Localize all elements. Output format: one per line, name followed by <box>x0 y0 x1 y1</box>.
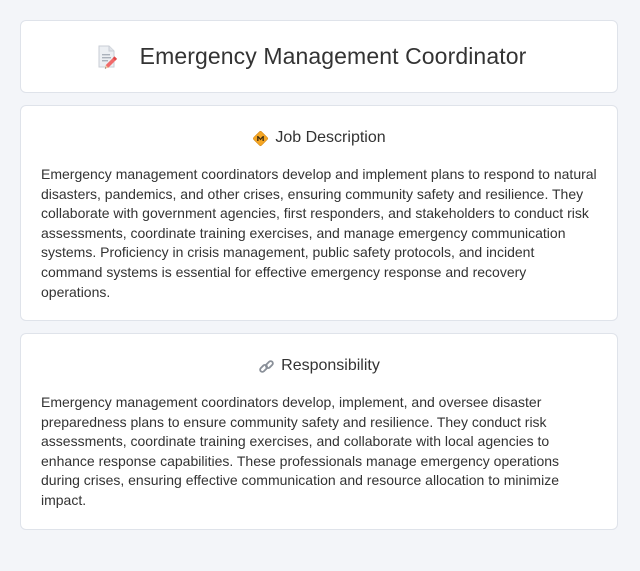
job-description-text: Emergency management coordinators develop and implement plans to respond to natural disasters, pandemics, and other crises, ensuring community safety and resilience. They collaborate with government agencies, first responders, and stakeholders to conduct risk assessments, coordinate training exercises, and manage emergency communication systems. Proficiency in crisis management, public safety protocols, and incident command systems is essential for effective emergency response and recovery operations. <box>41 166 597 300</box>
responsibility-card <box>20 333 618 530</box>
responsibility-text: Emergency management coordinators develop, implement, and oversee disaster preparedness plans to ensure community safety and resilience. They conduct risk assessments, coordinate training exercises, and collaborate with local agencies to enhance response capabilities. These professionals manage emergency operations during crises, ensuring effective communication and resource allocation to minimize impact. <box>41 394 560 508</box>
job-description-header <box>41 128 597 148</box>
job-description-title: Job Description <box>275 129 386 146</box>
warning-sign-icon <box>252 130 269 147</box>
link-icon <box>258 358 275 375</box>
document-pencil-icon <box>94 44 120 70</box>
responsibility-header <box>41 356 597 376</box>
title-card <box>20 20 618 93</box>
responsibility-title: Responsibility <box>281 357 380 374</box>
job-description-card <box>20 105 618 321</box>
page-title: Emergency Management Coordinator <box>139 43 527 69</box>
